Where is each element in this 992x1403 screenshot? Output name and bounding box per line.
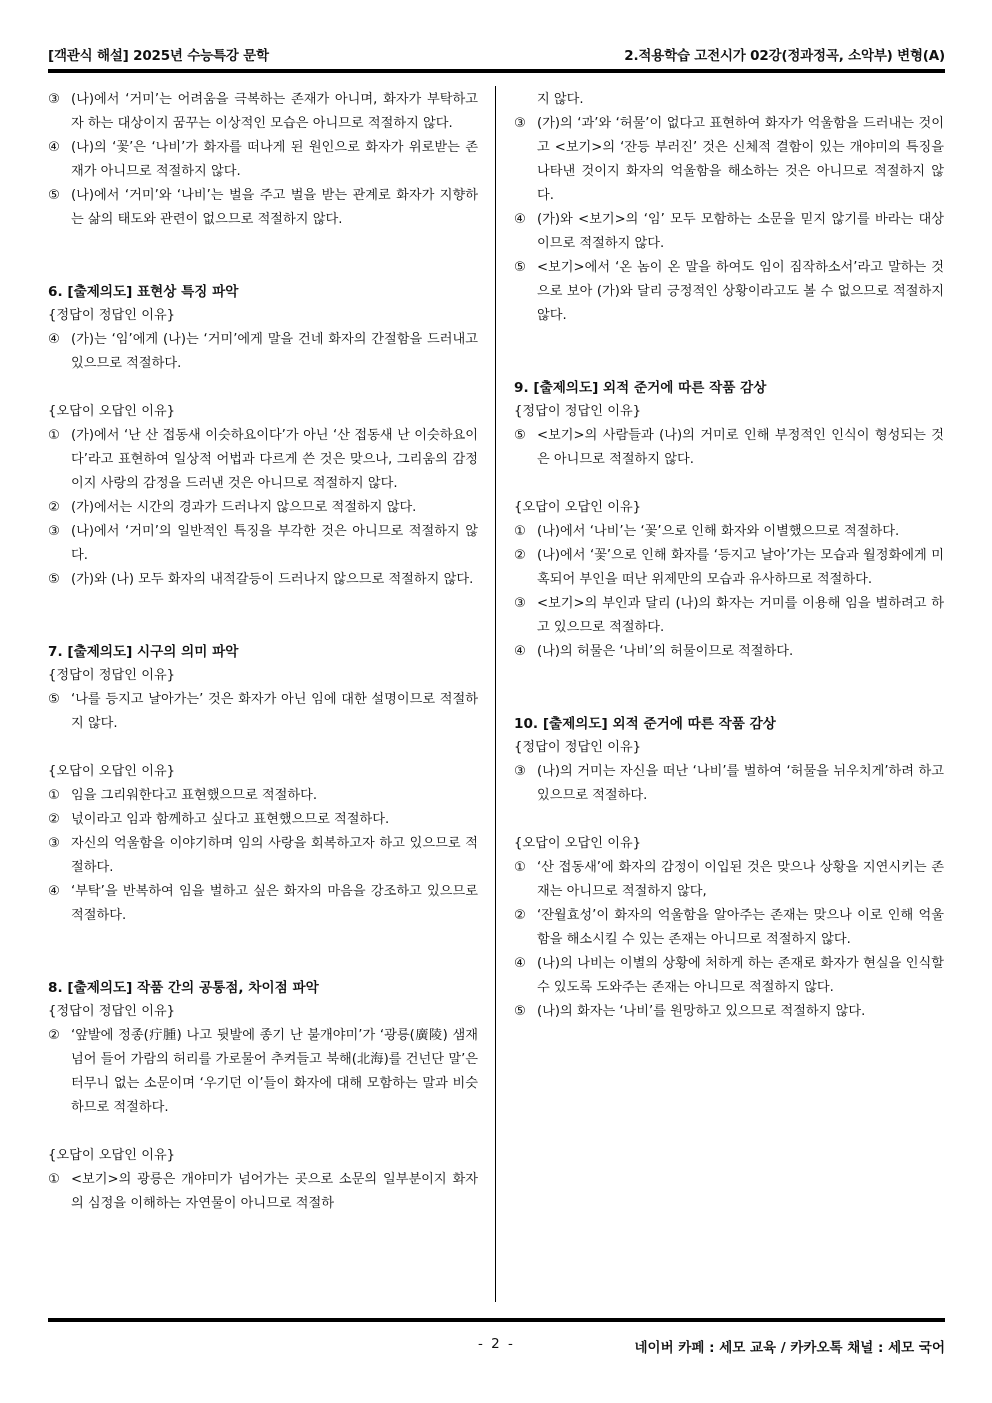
item-number: ⑤ xyxy=(48,692,60,707)
answer-item xyxy=(48,496,478,520)
item-text: (가)의 ‘과’와 ‘허물’이 없다고 표현하여 화자가 억울함을 드러내는 것이고 <보기>의 ‘잔등 부러진’ 것은 신체적 결함이 있는 개야미의 특징을 나타낸 것이지 화자의 억울함을 해소하는 것은 아니므로 적절하지 않다. xyxy=(537,116,944,203)
item-text: (나)에서 ‘꽃’으로 인해 화자를 ‘등지고 날아’가는 모습과 월정화에게 미혹되어 부인을 떠난 위제만의 모습과 유사하므로 적절하다. xyxy=(537,548,944,587)
item-text: 자신의 억울함을 이야기하며 임의 사랑을 회복하고자 하고 있으므로 적절하다. xyxy=(71,836,478,875)
item-text: <보기>의 광릉은 개야미가 넘어가는 곳으로 소문의 일부분이지 화자의 심정을 이해하는 자연물이 아니므로 적절하 xyxy=(71,1172,478,1211)
item-number: ③ xyxy=(48,836,60,851)
item-number: ③ xyxy=(514,764,526,779)
answer-item xyxy=(48,328,478,376)
page-footer xyxy=(48,1336,945,1358)
answer-item xyxy=(514,640,944,664)
item-number: ④ xyxy=(514,212,526,227)
item-number: ③ xyxy=(514,116,526,131)
answer-item xyxy=(514,856,944,904)
continued-text: 지 않다. xyxy=(537,92,584,107)
correct-label: {정답이 정답인 이유} xyxy=(48,668,176,683)
item-number: ② xyxy=(48,500,60,515)
item-text: (나)에서 ‘거미’와 ‘나비’는 벌을 주고 벌을 받는 관계로 화자가 지향하는 삶의 태도와 관련이 없으므로 적절하지 않다. xyxy=(71,188,478,227)
answer-item xyxy=(48,520,478,568)
answer-item xyxy=(48,688,478,736)
answer-item xyxy=(48,1168,478,1216)
item-number: ④ xyxy=(48,140,60,155)
answer-item xyxy=(514,592,944,640)
item-text: (나)의 화자는 ‘나비’를 원망하고 있으므로 적절하지 않다. xyxy=(537,1004,866,1019)
item-text: ‘나를 등지고 날아가는’ 것은 화자가 아닌 임에 대한 설명이므로 적절하지 않다. xyxy=(71,692,478,731)
item-text: (나)에서 ‘나비’는 ‘꽃’으로 인해 화자와 이별했으므로 적절하다. xyxy=(537,524,900,539)
item-text: (가)에서는 시간의 경과가 드러나지 않으므로 적절하지 않다. xyxy=(71,500,417,515)
wrong-label: {오답이 오답인 이유} xyxy=(514,836,642,851)
item-text: <보기>에서 ‘온 놈이 온 말을 하여도 임이 짐작하소서’라고 말하는 것으로 보아 (가)와 달리 긍정적인 상황이라고도 볼 수 없으므로 적절하지 않다. xyxy=(537,260,944,323)
item-number: ① xyxy=(514,524,526,539)
question-heading: 10. [출제의도] 외적 준거에 따른 작품 감상 xyxy=(514,716,776,732)
answer-item xyxy=(514,112,944,208)
answer-item xyxy=(514,904,944,952)
item-number: ② xyxy=(514,548,526,563)
correct-label: {정답이 정답인 이유} xyxy=(514,404,642,419)
item-number: ④ xyxy=(48,884,60,899)
item-number: ② xyxy=(48,812,60,827)
item-text: (나)의 ‘꽃’은 ‘나비’가 화자를 떠나게 된 원인으로 화자가 위로받는 존재가 아니므로 적절하지 않다. xyxy=(71,140,478,179)
item-number: ① xyxy=(514,860,526,875)
item-text: <보기>의 사람들과 (나)의 거미로 인해 부정적인 인식이 형성되는 것은 아니므로 적절하지 않다. xyxy=(537,428,944,467)
item-number: ⑤ xyxy=(48,572,60,587)
answer-item xyxy=(514,952,944,1000)
item-text: 임을 그리워한다고 표현했으므로 적절하다. xyxy=(71,788,318,803)
q5-wrong-list xyxy=(48,88,478,232)
item-text: <보기>의 부인과 달리 (나)의 화자는 거미를 이용해 임을 벌하려고 하고 있으므로 적절하다. xyxy=(537,596,944,635)
item-number: ① xyxy=(48,788,60,803)
answer-item xyxy=(48,880,478,928)
item-number: ① xyxy=(48,1172,60,1187)
footer-channel: 네이버 카페 : 세모 교육 / 카카오톡 채널 : 세모 국어 xyxy=(634,1340,945,1356)
answer-item xyxy=(514,256,944,328)
answer-item xyxy=(48,1024,478,1120)
answer-item xyxy=(514,208,944,256)
item-text: (나)의 거미는 자신을 떠난 ‘나비’를 벌하여 ‘허물을 뉘우치게’하려 하고 있으므로 적절하다. xyxy=(537,764,944,803)
item-text: (가)는 ‘임’에게 (나)는 ‘거미’에게 말을 건네 화자의 간절함을 드러내고 있으므로 적절하다. xyxy=(71,332,478,371)
item-number: ④ xyxy=(514,644,526,659)
correct-label: {정답이 정답인 이유} xyxy=(48,308,176,323)
wrong-label: {오답이 오답인 이유} xyxy=(48,404,176,419)
item-text: ‘부탁’을 반복하여 임을 벌하고 싶은 화자의 마음을 강조하고 있으므로 적절하다. xyxy=(71,884,478,923)
answer-item xyxy=(48,784,478,808)
item-text: ‘산 접동새’에 화자의 감정이 이입된 것은 맞으나 상황을 지연시키는 존재는 아니므로 적절하지 않다, xyxy=(537,860,944,899)
answer-item xyxy=(514,424,944,472)
page-number: - 2 - xyxy=(478,1336,515,1352)
correct-label: {정답이 정답인 이유} xyxy=(514,740,642,755)
item-number: ① xyxy=(48,428,60,443)
item-text: (나)의 허물은 ‘나비’의 허물이므로 적절하다. xyxy=(537,644,794,659)
footer-rule xyxy=(48,1318,945,1322)
page-header xyxy=(48,44,945,66)
answer-item xyxy=(514,544,944,592)
question-heading: 9. [출제의도] 외적 준거에 따른 작품 감상 xyxy=(514,380,767,396)
item-text: (가)와 (나) 모두 화자의 내적갈등이 드러나지 않으므로 적절하지 않다. xyxy=(71,572,474,587)
wrong-label: {오답이 오답인 이유} xyxy=(48,764,176,779)
answer-item xyxy=(48,424,478,496)
answer-item xyxy=(48,832,478,880)
item-number: ③ xyxy=(514,596,526,611)
item-text: (나)에서 ‘거미’는 어려움을 극복하는 존재가 아니며, 화자가 부탁하고자 하는 대상이지 꿈꾸는 이상적인 모습은 아니므로 적절하지 않다. xyxy=(71,92,478,131)
answer-item xyxy=(48,808,478,832)
item-number: ② xyxy=(514,908,526,923)
item-number: ⑤ xyxy=(514,428,526,443)
item-number: ③ xyxy=(48,92,60,107)
answer-item xyxy=(48,88,478,136)
right-column xyxy=(514,88,944,1024)
answer-item xyxy=(514,520,944,544)
column-divider xyxy=(495,86,496,1302)
question-heading: 8. [출제의도] 작품 간의 공통점, 차이점 파악 xyxy=(48,980,319,996)
question-heading: 6. [출제의도] 표현상 특징 파악 xyxy=(48,284,239,300)
wrong-label: {오답이 오답인 이유} xyxy=(514,500,642,515)
header-subtitle: 2.적용학습 고전시가 02강(정과정곡, 소악부) 변형(A) xyxy=(624,48,945,64)
item-number: ③ xyxy=(48,524,60,539)
item-number: ② xyxy=(48,1028,60,1043)
answer-item xyxy=(514,1000,944,1024)
item-text: (가)와 <보기>의 ‘임’ 모두 모함하는 소문을 믿지 않기를 바라는 대상이므로 적절하지 않다. xyxy=(537,212,944,251)
item-text: (나)의 나비는 이별의 상황에 처하게 하는 존재로 화자가 현실을 인식할 수 있도록 도와주는 존재는 아니므로 적절하지 않다. xyxy=(537,956,944,995)
answer-item xyxy=(48,184,478,232)
left-column xyxy=(48,88,478,1216)
item-text: 넋이라고 임과 함께하고 싶다고 표현했으므로 적절하다. xyxy=(71,812,390,827)
wrong-label: {오답이 오답인 이유} xyxy=(48,1148,176,1163)
question-heading: 7. [출제의도] 시구의 의미 파악 xyxy=(48,644,239,660)
answer-item xyxy=(48,136,478,184)
item-text: (나)에서 ‘거미’의 일반적인 특징을 부각한 것은 아니므로 적절하지 않다. xyxy=(71,524,478,563)
item-number: ④ xyxy=(514,956,526,971)
correct-label: {정답이 정답인 이유} xyxy=(48,1004,176,1019)
item-number: ⑤ xyxy=(514,260,526,275)
item-text: (가)에서 ‘난 산 접동새 이슷하요이다’가 아닌 ‘산 접동새 난 이슷하요이다’라고 표현하여 일상적 어법과 다르게 쓴 것은 맞으나, 그리움의 감정이지 사랑의 감정을 드러낸 것은 아니므로 적절하지 않다. xyxy=(71,428,478,491)
item-text: ‘앞발에 정종(疔腫) 나고 뒷발에 종기 난 불개야미’가 ‘광릉(廣陵) 샘재 넘어 들어 가람의 허리를 가로물어 추켜들고 북해(北海)를 건넌단 말’은 터무니 없는 소문이며 ‘우기던 이’들이 화자에 대해 모함하는 말과 비슷하므로 적절하다. xyxy=(71,1028,478,1115)
item-number: ⑤ xyxy=(48,188,60,203)
answer-item xyxy=(48,568,478,592)
item-text: ‘잔월효성’이 화자의 억울함을 알아주는 존재는 맞으나 이로 인해 억울함을 해소시킬 수 있는 존재는 아니므로 적절하지 않다. xyxy=(537,908,944,947)
header-title: [객관식 해설] 2025년 수능특강 문학 xyxy=(48,48,269,64)
item-number: ⑤ xyxy=(514,1004,526,1019)
header-rule xyxy=(48,69,945,73)
item-number: ④ xyxy=(48,332,60,347)
answer-item xyxy=(514,760,944,808)
